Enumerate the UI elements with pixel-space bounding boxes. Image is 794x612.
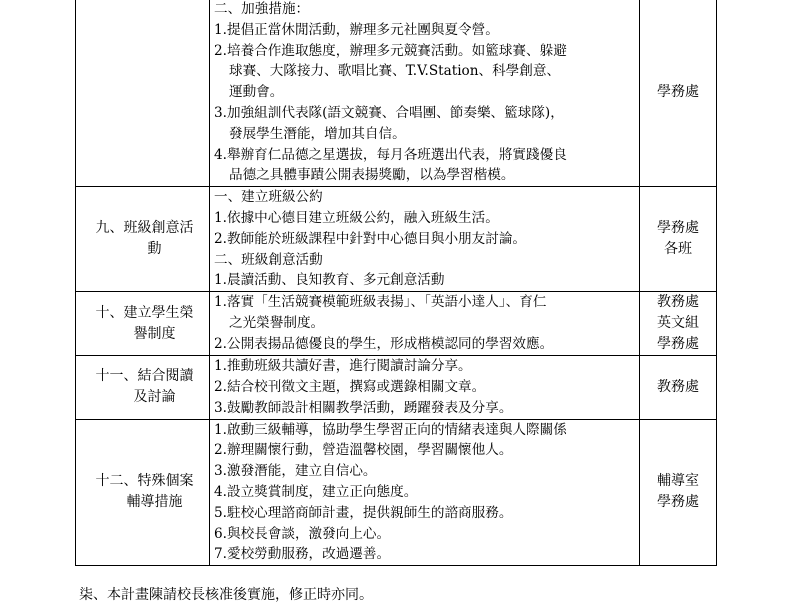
content-line: 2.教師能於班級課程中針對中心德目與小朋友討論。 xyxy=(214,230,527,247)
table-row xyxy=(76,187,717,292)
content-cell xyxy=(210,187,640,292)
item-title-line: 動 xyxy=(147,241,162,258)
plan-table-body xyxy=(76,0,717,566)
content-cell xyxy=(210,0,640,187)
item-title-line: 譽制度 xyxy=(133,325,176,342)
content-line: 1.提倡正當休閒活動，辦理多元社團與夏令營。 xyxy=(214,21,499,38)
content-line: 1.依據中心德目建立班級公約，融入班級生活。 xyxy=(214,209,499,226)
content-line: 品德之具體事蹟公開表揚獎勵，以為學習楷模。 xyxy=(229,167,515,184)
content-cell xyxy=(210,292,640,356)
unit-cell xyxy=(640,187,717,292)
item-cell xyxy=(76,187,210,292)
responsible-unit: 學務處 xyxy=(657,84,699,101)
content-line: 二、班級創意活動 xyxy=(214,251,323,268)
responsible-unit: 學務處 xyxy=(657,220,699,237)
responsible-unit: 教務處 xyxy=(657,378,699,395)
content-line: 發展學生潛能，增加其自信。 xyxy=(229,125,406,142)
item-title-line: 及討論 xyxy=(133,389,176,406)
content-line: 3.鼓勵教師設計相關教學活動，踴躍發表及分享。 xyxy=(214,399,513,416)
content-line: 二、加強措施： xyxy=(214,1,310,17)
content-line: 3.加強組訓代表隊(語文競賽、合唱團、節奏樂、籃球隊)， xyxy=(214,104,564,121)
content-line: 一、建立班級公約 xyxy=(214,189,323,206)
responsible-unit: 教務處 xyxy=(657,294,699,311)
content-line: 2.公開表揚品德優良的學生，形成楷模認同的學習效應。 xyxy=(214,335,554,352)
content-line: 6.與校長會談，激發向上心。 xyxy=(214,525,391,542)
responsible-unit: 學務處 xyxy=(657,494,699,511)
unit-cell xyxy=(640,0,717,187)
plan-table xyxy=(75,0,717,566)
content-line: 運動會。 xyxy=(229,84,284,101)
content-line: 4.舉辦育仁品德之星選拔，每月各班選出代表，將實踐優良 xyxy=(214,146,567,163)
content-line: 5.駐校心理諮商師計畫，提供親師生的諮商服務。 xyxy=(214,504,513,521)
content-line: 2.結合校刊徵文主題，撰寫或選錄相關文章。 xyxy=(214,378,486,395)
unit-cell xyxy=(640,419,717,566)
content-line: 4.設立獎賞制度，建立正向態度。 xyxy=(214,483,418,500)
item-cell xyxy=(76,419,210,566)
content-line: 3.激發潛能，建立自信心。 xyxy=(214,463,377,480)
unit-cell xyxy=(640,292,717,356)
content-line: 2.培養合作進取態度，辦理多元競賽活動。如籃球賽、躲避 xyxy=(214,42,567,59)
content-line: 球賽、大隊接力、歌唱比賽、T.V.Station、科學創意、 xyxy=(229,63,561,80)
content-line: 1.推動班級共讀好書，進行閱讀討論分享。 xyxy=(214,358,472,375)
table-row xyxy=(76,292,717,356)
table-row xyxy=(76,419,717,566)
content-line: 1.啟動三級輔導，協助學生學習正向的情緒表達與人際關係 xyxy=(214,421,567,438)
content-line: 之光榮譽制度。 xyxy=(229,314,325,331)
responsible-unit: 輔導室 xyxy=(657,473,699,490)
item-cell xyxy=(76,356,210,419)
content-line: 1.落實「生活競賽模範班級表揚」、「英語小達人」、育仁 xyxy=(214,294,547,311)
responsible-unit: 各班 xyxy=(664,241,692,258)
item-title-line: 十一、結合閱讀 xyxy=(95,368,194,385)
content-cell xyxy=(210,356,640,419)
item-title-line: 輔導措施 xyxy=(126,494,183,511)
responsible-unit: 學務處 xyxy=(657,336,699,353)
responsible-unit: 英文組 xyxy=(657,315,699,332)
content-line: 7.愛校勞動服務，改過遷善。 xyxy=(214,546,391,563)
content-cell xyxy=(210,419,640,566)
item-title-line: 十二、特殊個案 xyxy=(95,473,194,490)
item-title-line: 九、班級創意活 xyxy=(95,220,194,237)
table-row xyxy=(76,356,717,419)
content-line: 1.晨讀活動、良知教育、多元創意活動 xyxy=(214,272,445,289)
table-row xyxy=(76,0,717,187)
footer-note: 柒、本計畫陳請校長核准後實施，修正時亦同。 xyxy=(79,587,373,603)
content-line: 2.辦理關懷行動，營造溫馨校園，學習關懷他人。 xyxy=(214,442,513,459)
item-cell xyxy=(76,292,210,356)
item-cell xyxy=(76,0,210,187)
unit-cell xyxy=(640,356,717,419)
item-title-line: 十、建立學生榮 xyxy=(95,304,194,321)
